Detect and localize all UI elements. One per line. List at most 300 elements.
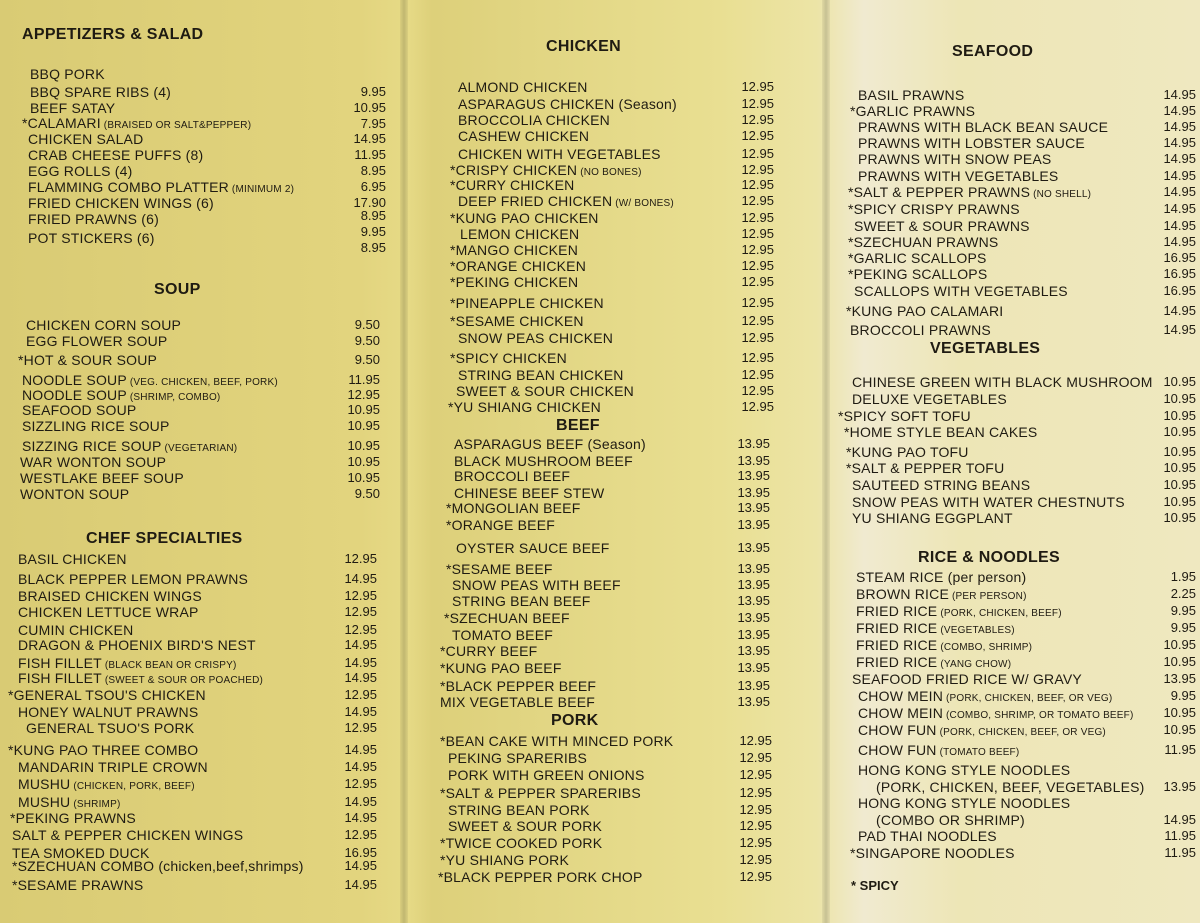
item-name-text: *PINEAPPLE CHICKEN bbox=[450, 295, 604, 311]
menu-item-price: 14.95 bbox=[344, 877, 377, 892]
menu-item-name bbox=[856, 569, 1026, 585]
item-name-text: *CALAMARI bbox=[22, 115, 101, 131]
item-name-text: SWEET & SOUR CHICKEN bbox=[456, 383, 634, 399]
item-name-text: HONEY WALNUT PRAWNS bbox=[18, 704, 199, 720]
menu-item-price: 13.95 bbox=[737, 577, 770, 592]
item-name-text: *SPICY CRISPY PRAWNS bbox=[848, 201, 1020, 217]
menu-item-name bbox=[18, 551, 127, 567]
menu-item-price: 11.95 bbox=[348, 372, 380, 387]
item-name-text: *PEKING SCALLOPS bbox=[848, 266, 988, 282]
menu-item-name bbox=[848, 266, 987, 282]
menu-item-price: 14.95 bbox=[1163, 151, 1196, 166]
item-name-text: PRAWNS WITH SNOW PEAS bbox=[858, 151, 1052, 167]
item-name-text: CHOW MEIN bbox=[858, 705, 944, 721]
menu-item-price: 14.95 bbox=[344, 794, 377, 809]
menu-item-price: 14.95 bbox=[344, 704, 377, 719]
item-name-text: WAR WONTON SOUP bbox=[20, 454, 167, 470]
menu-item-name bbox=[452, 627, 553, 643]
menu-item-price: 11.95 bbox=[1164, 828, 1196, 843]
menu-item-name bbox=[448, 750, 587, 766]
menu-item-price: 12.95 bbox=[344, 720, 377, 735]
item-name-text: CHICKEN SALAD bbox=[28, 131, 144, 147]
item-name-text: POT STICKERS (6) bbox=[28, 230, 155, 246]
menu-item-price: 10.95 bbox=[1163, 494, 1196, 509]
menu-item-name bbox=[450, 242, 578, 258]
menu-item-name bbox=[858, 742, 1019, 761]
menu-item-name bbox=[852, 510, 1013, 526]
item-name-text: BROCCOLI BEEF bbox=[454, 468, 571, 484]
item-name-text: *KUNG PAO CALAMARI bbox=[846, 303, 1004, 319]
menu-item-price: 16.95 bbox=[1163, 283, 1196, 298]
menu-item-name bbox=[440, 733, 673, 749]
menu-item-price: 14.95 bbox=[1163, 168, 1196, 183]
menu-item-price: 11.95 bbox=[1164, 845, 1196, 860]
item-name-text: *SALT & PEPPER SPARERIBS bbox=[440, 785, 641, 801]
menu-item-name bbox=[454, 485, 604, 501]
menu-item-price: 9.95 bbox=[1170, 688, 1196, 703]
menu-item-name bbox=[18, 571, 248, 587]
menu-item-name bbox=[12, 827, 243, 843]
menu-item-name bbox=[8, 687, 206, 703]
menu-item-name bbox=[852, 477, 1030, 493]
item-name-text: FRIED RICE bbox=[856, 620, 938, 636]
menu-item-name bbox=[450, 350, 567, 366]
menu-item-name bbox=[18, 637, 256, 653]
item-name-text: *HOT & SOUR SOUP bbox=[18, 352, 158, 368]
menu-item-price: 9.50 bbox=[354, 333, 380, 348]
item-name-text: PORK WITH GREEN ONIONS bbox=[448, 767, 645, 783]
menu-item-price: 10.95 bbox=[1163, 705, 1196, 720]
menu-item-name bbox=[848, 201, 1020, 217]
item-name-text: *PEKING PRAWNS bbox=[10, 810, 136, 826]
item-name-text: *SALT & PEPPER PRAWNS bbox=[848, 184, 1031, 200]
menu-item-name bbox=[858, 119, 1108, 135]
menu-item-name bbox=[28, 230, 155, 246]
menu-item-name bbox=[450, 177, 574, 193]
item-note: (PORK, CHICKEN, BEEF, OR VEG) bbox=[943, 693, 1113, 704]
menu-item-price: 12.95 bbox=[739, 802, 772, 817]
menu-item-name bbox=[858, 722, 1106, 741]
menu-item-price: 13.95 bbox=[737, 610, 770, 625]
item-name-text: SEAFOOD SOUP bbox=[22, 402, 137, 418]
item-name-text: PEKING SPARERIBS bbox=[448, 750, 588, 766]
item-name-text: *KUNG PAO THREE COMBO bbox=[8, 742, 199, 758]
item-name-text: BBQ SPARE RIBS (4) bbox=[30, 84, 172, 100]
menu-item-name bbox=[850, 845, 1015, 861]
menu-item-name bbox=[852, 671, 1082, 687]
menu-item-price: 14.95 bbox=[344, 759, 377, 774]
section-heading-appetizers-salad: APPETIZERS & SALAD bbox=[22, 26, 204, 43]
item-name-text: *GARLIC PRAWNS bbox=[850, 103, 976, 119]
item-name-text: WESTLAKE BEEF SOUP bbox=[20, 470, 184, 486]
page-fold-right bbox=[822, 0, 830, 923]
item-name-text: GENERAL TSUO'S PORK bbox=[26, 720, 195, 736]
item-note: (MINIMUM 2) bbox=[228, 184, 295, 195]
menu-item-price: 14.95 bbox=[1163, 218, 1196, 233]
item-name-text: STEAM RICE (per person) bbox=[856, 569, 1027, 585]
menu-item-name bbox=[450, 313, 584, 329]
menu-item-price: 12.95 bbox=[739, 835, 772, 850]
menu-item-name bbox=[452, 593, 591, 609]
menu-item-name bbox=[446, 561, 553, 577]
menu-item-name bbox=[440, 835, 602, 851]
menu-item-name bbox=[858, 151, 1051, 167]
menu-item-price: 12.95 bbox=[741, 210, 774, 225]
menu-item-price: 12.95 bbox=[344, 776, 377, 791]
menu-item-price: 8.95 bbox=[360, 163, 386, 178]
menu-item-name bbox=[450, 274, 578, 290]
menu-item-price: 14.95 bbox=[1163, 87, 1196, 102]
item-name-text: *SESAME PRAWNS bbox=[12, 877, 144, 893]
item-note: (SWEET & SOUR OR POACHED) bbox=[101, 675, 264, 686]
menu-item-name bbox=[858, 135, 1085, 151]
menu-item-name bbox=[30, 84, 171, 100]
menu-item-price: 12.95 bbox=[741, 350, 774, 365]
menu-item-name bbox=[458, 79, 588, 95]
menu-item-name bbox=[848, 250, 987, 266]
menu-item-name bbox=[852, 391, 1007, 407]
menu-item-price: 14.95 bbox=[344, 655, 377, 670]
menu-item-name bbox=[440, 785, 641, 801]
item-name-text: BEEF SATAY bbox=[30, 100, 116, 116]
menu-item-price: 14.95 bbox=[344, 742, 377, 757]
menu-item-price: 10.95 bbox=[347, 402, 380, 417]
item-name-text: PRAWNS WITH LOBSTER SAUCE bbox=[858, 135, 1085, 151]
menu-item-name bbox=[20, 470, 184, 486]
menu-item-price: 12.95 bbox=[741, 79, 774, 94]
item-name-text: BASIL CHICKEN bbox=[18, 551, 127, 567]
menu-item-name bbox=[12, 877, 143, 893]
menu-item-price: 6.95 bbox=[360, 179, 386, 194]
menu-item-name bbox=[458, 146, 661, 162]
menu-item-name bbox=[28, 147, 203, 163]
item-note: (CHICKEN, PORK, BEEF) bbox=[70, 781, 195, 792]
item-name-text: *MANGO CHICKEN bbox=[450, 242, 579, 258]
menu-item-price: 12.95 bbox=[741, 146, 774, 161]
menu-item-name bbox=[28, 163, 133, 179]
item-note: (NO BONES) bbox=[577, 167, 642, 178]
item-name-text: *SESAME BEEF bbox=[446, 561, 553, 577]
menu-item-price: 13.95 bbox=[737, 660, 770, 675]
menu-item-price: 14.95 bbox=[344, 571, 377, 586]
item-name-text: SAUTEED STRING BEANS bbox=[852, 477, 1031, 493]
menu-item-name bbox=[28, 131, 143, 147]
menu-item-price: 12.95 bbox=[344, 604, 377, 619]
item-name-text: ASPARAGUS CHICKEN (Season) bbox=[458, 96, 677, 112]
item-name-text: *SPICY CHICKEN bbox=[450, 350, 567, 366]
item-name-text: FRIED PRAWNS (6) bbox=[28, 211, 160, 227]
menu-item-price: 12.95 bbox=[741, 96, 774, 111]
menu-item-name bbox=[18, 604, 199, 620]
item-note: (SHRIMP, COMBO) bbox=[126, 392, 221, 403]
menu-item-price: 10.95 bbox=[347, 470, 380, 485]
item-note: (PORK, CHICKEN, BEEF, OR VEG) bbox=[936, 727, 1106, 738]
item-name-text: (PORK, CHICKEN, BEEF, VEGETABLES) bbox=[876, 779, 1145, 795]
menu-item-price: 10.95 bbox=[347, 454, 380, 469]
menu-item-price: 9.50 bbox=[354, 317, 380, 332]
item-name-text: SIZZLING RICE SOUP bbox=[22, 418, 170, 434]
menu-item-name bbox=[876, 812, 1025, 828]
menu-item-name bbox=[28, 195, 214, 211]
item-name-text: YU SHIANG EGGPLANT bbox=[852, 510, 1013, 526]
menu-item-price: 12.95 bbox=[741, 193, 774, 208]
item-name-text: FRIED RICE bbox=[856, 654, 938, 670]
menu-item-price: 14.95 bbox=[1163, 103, 1196, 118]
item-name-text: PAD THAI NOODLES bbox=[858, 828, 997, 844]
menu-item-price: 10.95 bbox=[1163, 510, 1196, 525]
item-name-text: *CURRY BEEF bbox=[440, 643, 538, 659]
menu-item-name bbox=[852, 374, 1153, 390]
menu-item-name bbox=[26, 720, 194, 736]
menu-item-name bbox=[846, 303, 1003, 319]
menu-item-price: 12.95 bbox=[741, 383, 774, 398]
menu-item-name bbox=[440, 643, 537, 659]
menu-item-name bbox=[440, 694, 595, 710]
menu-item-price: 12.95 bbox=[741, 128, 774, 143]
item-name-text: HONG KONG STYLE NOODLES bbox=[858, 795, 1071, 811]
menu-item-name bbox=[440, 678, 596, 694]
item-name-text: *GARLIC SCALLOPS bbox=[848, 250, 987, 266]
item-name-text: NOODLE SOUP bbox=[22, 387, 127, 403]
item-name-text: SNOW PEAS WITH BEEF bbox=[452, 577, 621, 593]
menu-item-price: 13.95 bbox=[1163, 671, 1196, 686]
menu-item-price: 12.95 bbox=[739, 733, 772, 748]
menu-item-price: 12.95 bbox=[739, 818, 772, 833]
page-fold-left bbox=[400, 0, 408, 923]
item-name-text: LEMON CHICKEN bbox=[460, 226, 580, 242]
menu-item-price: 12.95 bbox=[739, 869, 772, 884]
menu-item-price: 14.95 bbox=[344, 858, 377, 873]
menu-item-price: 12.95 bbox=[739, 767, 772, 782]
item-name-text: CHICKEN WITH VEGETABLES bbox=[458, 146, 661, 162]
section-heading-chicken: CHICKEN bbox=[546, 38, 621, 55]
menu-item-price: 13.95 bbox=[737, 694, 770, 709]
menu-item-price: 14.95 bbox=[353, 131, 386, 146]
menu-item-price: 12.95 bbox=[741, 330, 774, 345]
item-name-text: WONTON SOUP bbox=[20, 486, 130, 502]
menu-item-price: 10.95 bbox=[1163, 654, 1196, 669]
menu-item-price: 12.95 bbox=[741, 162, 774, 177]
menu-item-price: 12.95 bbox=[741, 258, 774, 273]
menu-item-name bbox=[852, 494, 1125, 510]
menu-item-name bbox=[454, 436, 646, 452]
item-name-text: CHINESE GREEN WITH BLACK MUSHROOM bbox=[852, 374, 1153, 390]
menu-item-price: 12.95 bbox=[741, 112, 774, 127]
menu-item-name bbox=[18, 704, 198, 720]
menu-item-name bbox=[438, 869, 643, 885]
item-name-text: DELUXE VEGETABLES bbox=[852, 391, 1007, 407]
item-name-text: HONG KONG STYLE NOODLES bbox=[858, 762, 1071, 778]
item-name-text: *SESAME CHICKEN bbox=[450, 313, 584, 329]
item-name-text: CHINESE BEEF STEW bbox=[454, 485, 605, 501]
menu-item-name bbox=[440, 852, 569, 868]
menu-item-price: 9.50 bbox=[354, 352, 380, 367]
menu-item-name bbox=[22, 402, 136, 418]
menu-item-price: 9.95 bbox=[1170, 603, 1196, 618]
menu-item-name bbox=[12, 858, 304, 874]
menu-item-price: 7.95 bbox=[360, 116, 386, 131]
item-name-text: OYSTER SAUCE BEEF bbox=[456, 540, 610, 556]
menu-item-price: 12.95 bbox=[739, 750, 772, 765]
item-name-text: CASHEW CHICKEN bbox=[458, 128, 590, 144]
menu-item-name bbox=[854, 283, 1068, 299]
menu-item-name bbox=[30, 66, 105, 82]
menu-item-price: 14.95 bbox=[1163, 135, 1196, 150]
menu-item-name bbox=[18, 352, 157, 368]
menu-item-name bbox=[858, 168, 1058, 184]
menu-item-price: 10.95 bbox=[1163, 408, 1196, 423]
menu-item-price: 10.95 bbox=[1163, 460, 1196, 475]
item-note: (NO SHELL) bbox=[1030, 189, 1092, 200]
menu-item-price: 12.95 bbox=[344, 622, 377, 637]
menu-item-price: 10.95 bbox=[1163, 391, 1196, 406]
item-name-text: FRIED RICE bbox=[856, 603, 938, 619]
menu-item-name bbox=[844, 424, 1037, 440]
menu-item-price: 14.95 bbox=[1163, 303, 1196, 318]
menu-item-price: 16.95 bbox=[1163, 250, 1196, 265]
menu-item-price: 12.95 bbox=[344, 551, 377, 566]
menu-item-name bbox=[456, 540, 610, 556]
menu-item-name bbox=[448, 767, 645, 783]
menu-item-price: 11.95 bbox=[1164, 742, 1196, 757]
item-name-text: STRING BEAN CHICKEN bbox=[458, 367, 624, 383]
menu-item-price: 12.95 bbox=[739, 785, 772, 800]
menu-item-name bbox=[446, 517, 555, 533]
item-name-text: CRAB CHEESE PUFFS (8) bbox=[28, 147, 204, 163]
section-heading-beef: BEEF bbox=[556, 417, 600, 434]
item-note: (BRAISED OR SALT&PEPPER) bbox=[100, 120, 252, 131]
menu-item-price: 13.95 bbox=[737, 593, 770, 608]
menu-item-price: 9.95 bbox=[360, 84, 386, 99]
menu-item-price: 14.95 bbox=[1163, 119, 1196, 134]
menu-item-name bbox=[846, 444, 969, 460]
item-name-text: *SZECHUAN PRAWNS bbox=[848, 234, 999, 250]
menu-item-price: 10.95 bbox=[1163, 722, 1196, 737]
menu-item-name bbox=[18, 759, 208, 775]
menu-item-name bbox=[10, 810, 136, 826]
menu-item-price: 14.95 bbox=[1163, 812, 1196, 827]
menu-item-price: 10.95 bbox=[347, 418, 380, 433]
item-name-text: SNOW PEAS WITH WATER CHESTNUTS bbox=[852, 494, 1125, 510]
item-name-text: *CURRY CHICKEN bbox=[450, 177, 575, 193]
item-name-text: FLAMMING COMBO PLATTER bbox=[28, 179, 229, 195]
item-name-text: *YU SHIANG CHICKEN bbox=[448, 399, 601, 415]
menu-item-price: 14.95 bbox=[1163, 184, 1196, 199]
section-heading-seafood: SEAFOOD bbox=[952, 43, 1034, 60]
menu-item-name bbox=[854, 218, 1030, 234]
item-name-text: *KUNG PAO BEEF bbox=[440, 660, 562, 676]
item-name-text: FISH FILLET bbox=[18, 670, 102, 686]
menu-item-name bbox=[858, 87, 964, 103]
menu-item-price: 12.95 bbox=[344, 687, 377, 702]
item-name-text: *SZECHUAN COMBO (chicken,beef,shrimps) bbox=[12, 858, 304, 874]
menu-item-price: 2.25 bbox=[1170, 586, 1196, 601]
item-name-text: BLACK MUSHROOM BEEF bbox=[454, 453, 633, 469]
section-heading-soup: SOUP bbox=[154, 281, 201, 298]
item-name-text: CUMIN CHICKEN bbox=[18, 622, 134, 638]
menu-item-price: 12.95 bbox=[344, 588, 377, 603]
item-name-text: MUSHU bbox=[18, 794, 71, 810]
item-name-text: BASIL PRAWNS bbox=[858, 87, 965, 103]
menu-item-price: 16.95 bbox=[344, 845, 377, 860]
menu-item-name bbox=[440, 660, 562, 676]
item-name-text: BLACK PEPPER LEMON PRAWNS bbox=[18, 571, 249, 587]
item-note: (PER PERSON) bbox=[949, 591, 1027, 602]
item-name-text: *HOME STYLE BEAN CAKES bbox=[844, 424, 1038, 440]
menu-item-name bbox=[848, 234, 998, 250]
item-name-text: *ORANGE BEEF bbox=[446, 517, 555, 533]
menu-item-name bbox=[448, 399, 601, 415]
menu-item-price: 16.95 bbox=[1163, 266, 1196, 281]
menu-item-price: 9.95 bbox=[1170, 620, 1196, 635]
item-name-text: CHOW MEIN bbox=[858, 688, 944, 704]
item-name-text: BBQ PORK bbox=[30, 66, 105, 82]
menu-item-name bbox=[454, 453, 633, 469]
menu-item-name bbox=[458, 128, 589, 144]
item-note: (SHRIMP) bbox=[70, 799, 121, 810]
menu-item-price: 13.95 bbox=[1163, 779, 1196, 794]
menu-item-price: 14.95 bbox=[344, 670, 377, 685]
item-name-text: PRAWNS WITH VEGETABLES bbox=[858, 168, 1059, 184]
menu-item-price: 10.95 bbox=[1163, 374, 1196, 389]
menu-item-name bbox=[858, 828, 997, 844]
item-name-text: SNOW PEAS CHICKEN bbox=[458, 330, 614, 346]
item-name-text: *SALT & PEPPER TOFU bbox=[846, 460, 1005, 476]
item-note: (YANG CHOW) bbox=[937, 659, 1012, 670]
menu-item-price: 12.95 bbox=[741, 177, 774, 192]
item-name-text: CHOW FUN bbox=[858, 742, 937, 758]
menu-item-price: 10.95 bbox=[353, 100, 386, 115]
menu-item-price: 12.95 bbox=[344, 827, 377, 842]
item-name-text: FRIED CHICKEN WINGS (6) bbox=[28, 195, 214, 211]
item-name-text: *KUNG PAO TOFU bbox=[846, 444, 969, 460]
menu-item-price: 13.95 bbox=[737, 517, 770, 532]
item-name-text: BROCCOLI PRAWNS bbox=[850, 322, 991, 338]
item-name-text: *SPICY SOFT TOFU bbox=[838, 408, 971, 424]
menu-item-price: 13.95 bbox=[737, 540, 770, 555]
menu-item-name bbox=[450, 295, 604, 311]
section-heading-vegetables: VEGETABLES bbox=[930, 340, 1041, 357]
menu-item-name bbox=[458, 96, 677, 112]
menu-item-name bbox=[20, 454, 166, 470]
item-name-text: STRING BEAN PORK bbox=[448, 802, 590, 818]
menu-item-price: 13.95 bbox=[737, 561, 770, 576]
menu-item-name bbox=[858, 762, 1070, 778]
menu-item-price: 12.95 bbox=[741, 295, 774, 310]
item-name-text: BRAISED CHICKEN WINGS bbox=[18, 588, 202, 604]
menu-item-name bbox=[8, 742, 198, 758]
item-name-text: *BLACK PEPPER PORK CHOP bbox=[438, 869, 643, 885]
menu-item-name bbox=[18, 776, 195, 795]
menu-item-price: 14.95 bbox=[1163, 234, 1196, 249]
item-note: (COMBO, SHRIMP) bbox=[937, 642, 1033, 653]
item-name-text: BROWN RICE bbox=[856, 586, 949, 602]
menu-item-price: 11.95 bbox=[354, 147, 386, 162]
item-name-text: *PEKING CHICKEN bbox=[450, 274, 579, 290]
item-note: (BLACK BEAN OR CRISPY) bbox=[101, 660, 237, 671]
item-name-text: SIZZING RICE SOUP bbox=[22, 438, 162, 454]
item-name-text: *TWICE COOKED PORK bbox=[440, 835, 603, 851]
menu-item-price: 12.95 bbox=[741, 226, 774, 241]
menu-item-name bbox=[458, 330, 613, 346]
item-name-text: *SINGAPORE NOODLES bbox=[850, 845, 1015, 861]
menu-item-price: 9.50 bbox=[354, 486, 380, 501]
item-name-text: ALMOND CHICKEN bbox=[458, 79, 588, 95]
item-name-text: *CRISPY CHICKEN bbox=[450, 162, 578, 178]
menu-item-price: 13.95 bbox=[737, 500, 770, 515]
item-name-text: DEEP FRIED CHICKEN bbox=[458, 193, 613, 209]
menu-item-name bbox=[18, 622, 133, 638]
